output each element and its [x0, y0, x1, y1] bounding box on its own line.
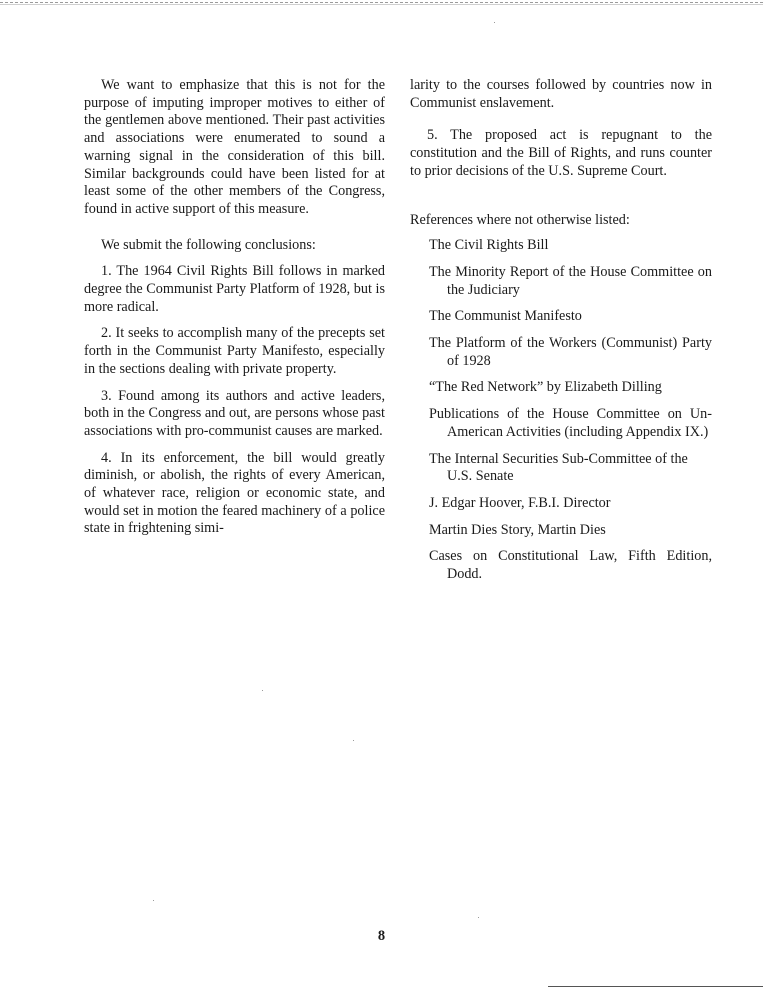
conclusions-lead: We submit the following conclusions:	[101, 236, 316, 253]
references-list	[410, 237, 712, 584]
scan-speck	[478, 917, 479, 918]
reference-item: The Internal Securities Sub-Committee of the U.S. Senate	[429, 450, 688, 485]
reference-item: The Minority Report of the House Committee on the Judiciary	[429, 263, 712, 298]
conclusion-1: 1. The 1964 Civil Rights Bill follows in marked degree the Communist Party Platform of 1928, but is more radical.	[84, 263, 385, 315]
reference-item: Publications of the House Committee on Un-American Activities (including Appendix IX.)	[429, 406, 712, 440]
conclusion-4: 4. In its enforcement, the bill would greatly diminish, or abolish, the rights of every American, of whatever race, religion or economic state, and would set in motion the feared machinery of a police state in frightening simi-	[84, 449, 385, 537]
right-column	[410, 77, 712, 593]
scan-speck	[262, 690, 263, 691]
scan-speck	[153, 900, 154, 901]
references-heading: References where not otherwise listed:	[410, 211, 630, 228]
conclusion-3: 3. Found among its authors and active leaders, both in the Congress and out, are persons whose past associations with pro-communist causes are marked.	[84, 387, 385, 439]
reference-item: Martin Dies Story, Martin Dies	[429, 521, 606, 538]
reference-item: “The Red Network” by Elizabeth Dilling	[429, 379, 662, 396]
conclusion-4-continuation: larity to the courses followed by countries now in Communist enslavement.	[410, 77, 712, 111]
top-scan-rule	[0, 2, 763, 5]
conclusion-5: 5. The proposed act is repugnant to the constitution and the Bill of Rights, and runs counter to prior decisions of the U.S. Supreme Court.	[410, 127, 712, 179]
bottom-scan-rule	[548, 986, 763, 987]
scan-speck	[353, 740, 354, 741]
reference-item: The Communist Manifesto	[429, 308, 582, 325]
reference-item: The Civil Rights Bill	[429, 237, 549, 254]
left-column	[84, 77, 385, 547]
scan-speck	[494, 22, 495, 23]
page-number: 8	[377, 928, 386, 944]
reference-item: Cases on Constitutional Law, Fifth Edition, Dodd.	[429, 548, 712, 583]
conclusion-2: 2. It seeks to accomplish many of the precepts set forth in the Communist Party Manifesto, especially in the sections dealing with private property.	[84, 325, 385, 377]
reference-item: The Platform of the Workers (Communist) Party of 1928	[429, 335, 712, 369]
reference-item: J. Edgar Hoover, F.B.I. Director	[429, 494, 611, 511]
intro-paragraph: We want to emphasize that this is not for the purpose of imputing improper motives to either of the gentlemen above mentioned. Their past activities and associations were enumerated to sound a warning signal in the consideration of this bill. Similar backgrounds could have been listed for at least some of the other members of the Congress, found in active support of this measure.	[84, 77, 385, 217]
